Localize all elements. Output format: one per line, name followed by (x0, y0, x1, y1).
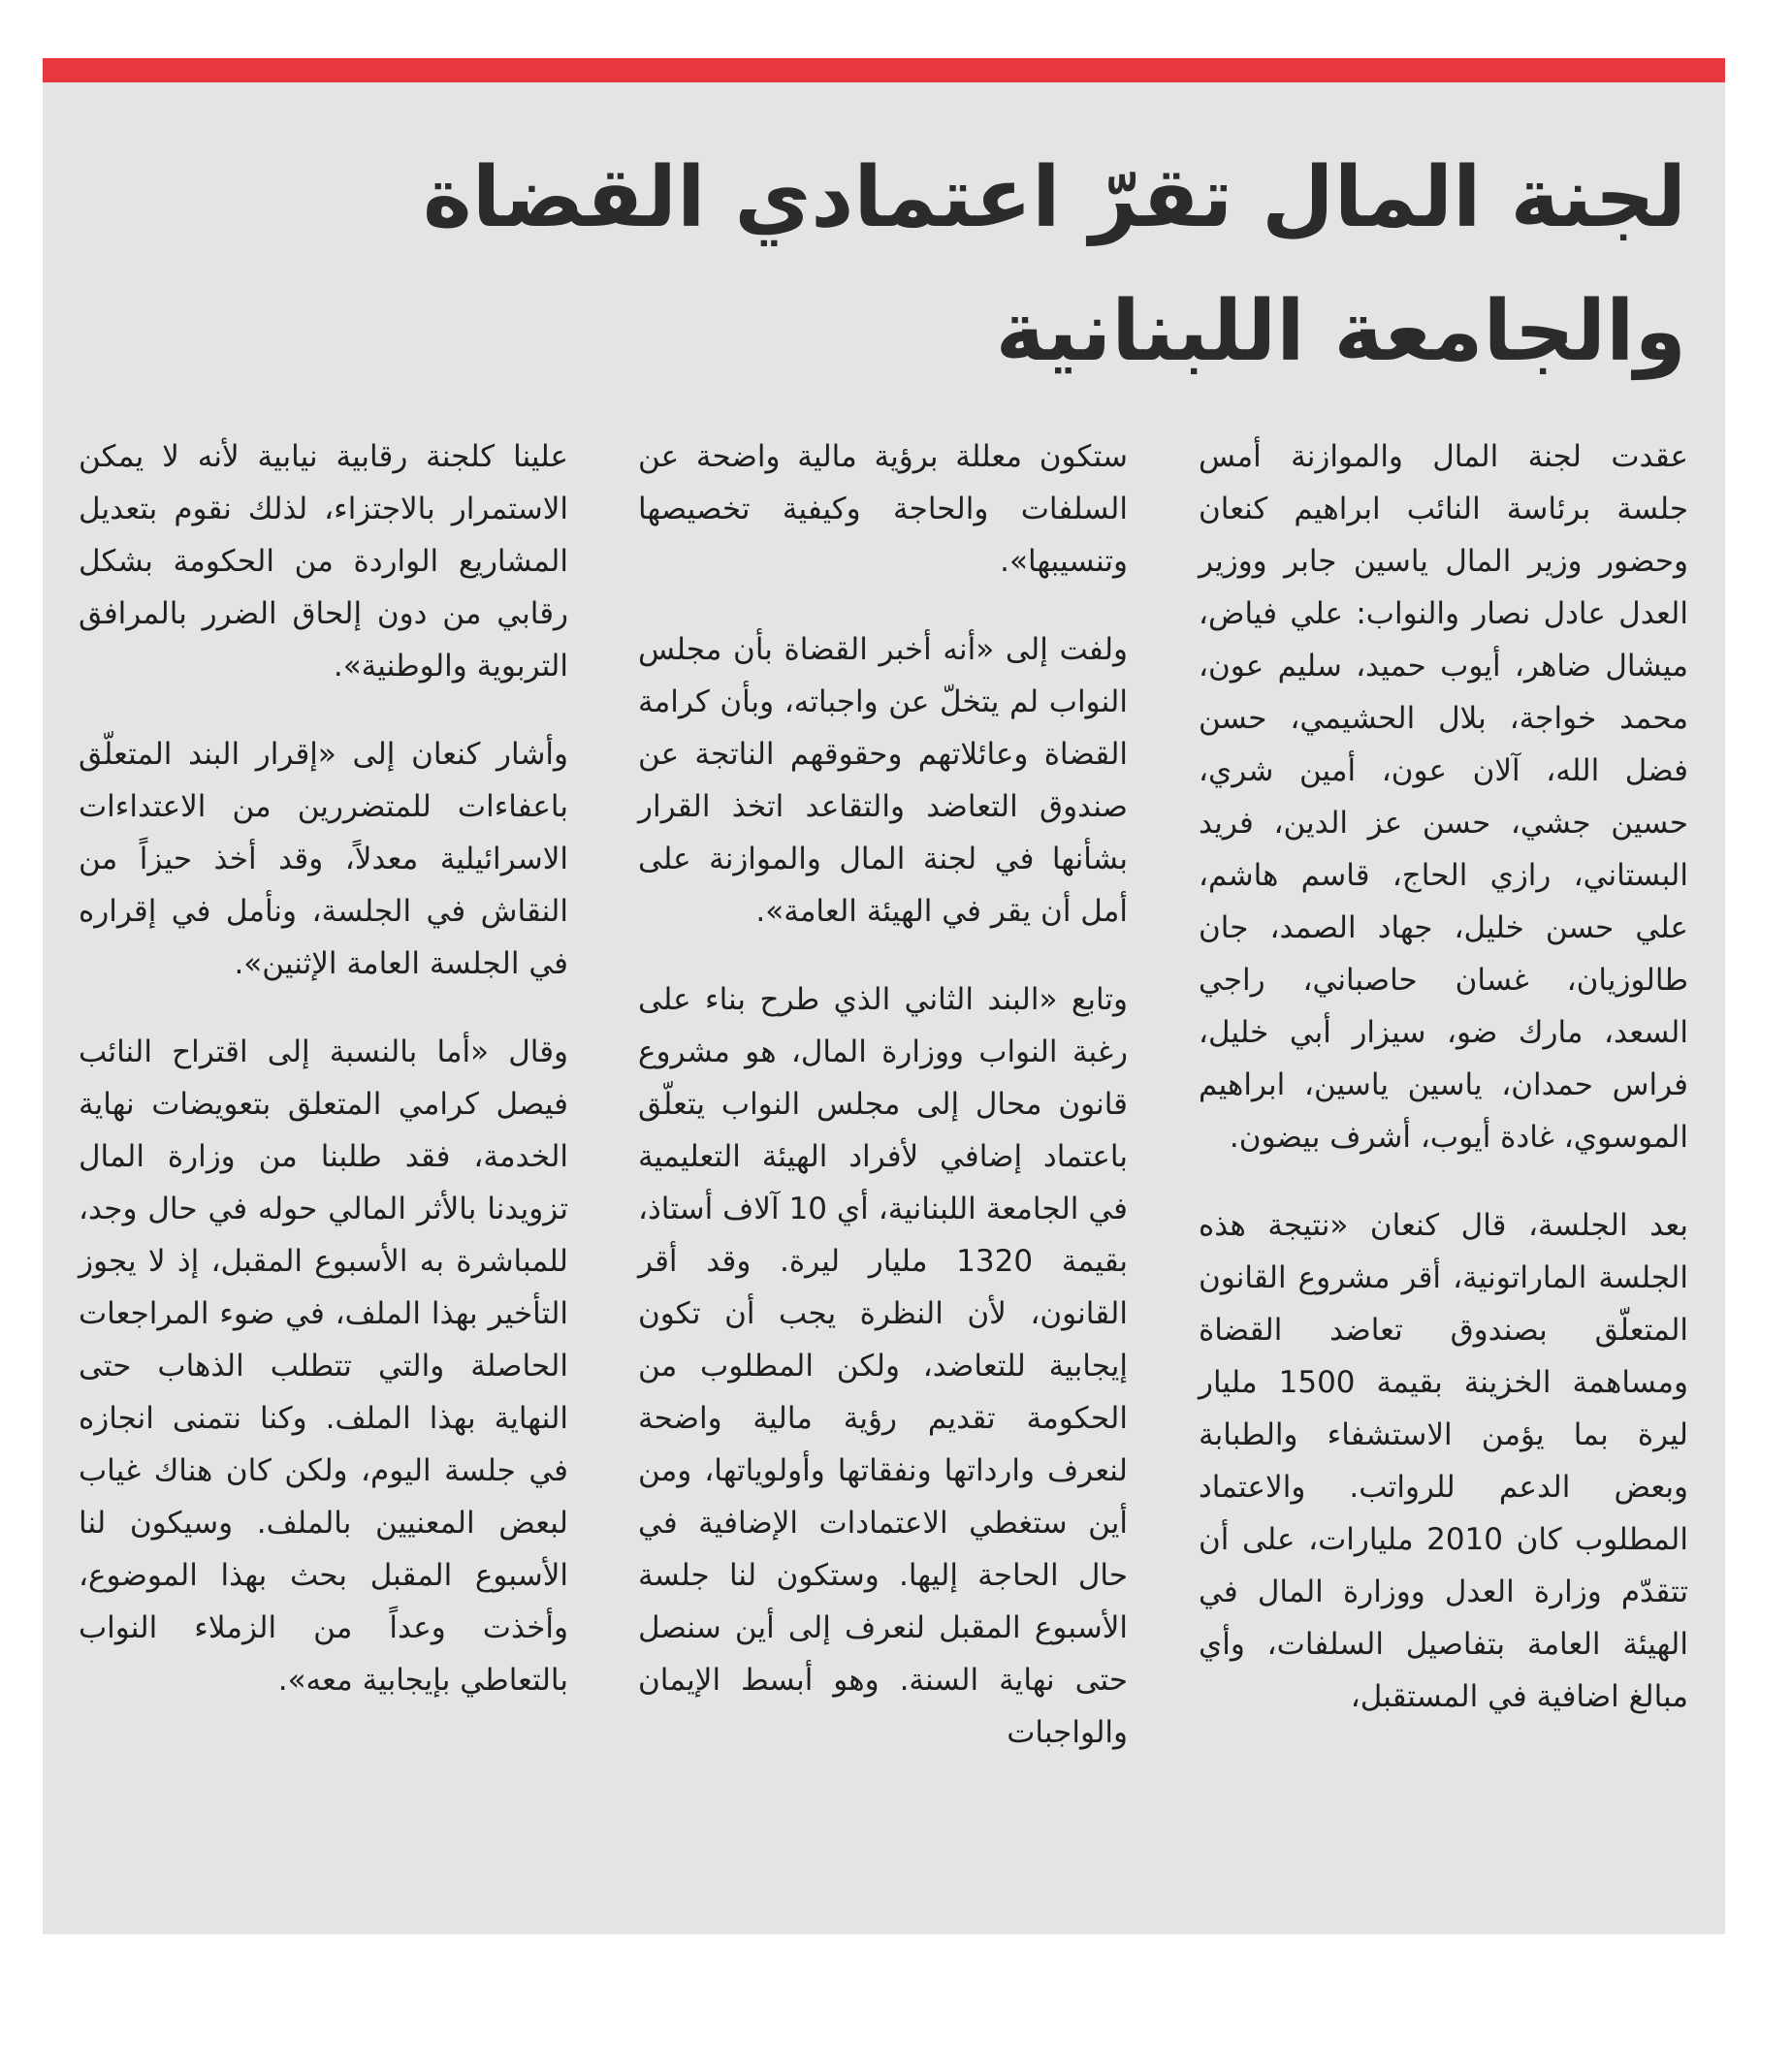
text-column-1 (1199, 430, 1688, 1723)
accent-bar (43, 58, 1725, 82)
article-headline: لجنة المال تقرّ اعتمادي القضاة والجامعة اللبنانية (422, 149, 1686, 380)
text-column-3 (79, 430, 568, 1706)
paragraph: وقال «أما بالنسبة إلى اقتراح النائب فيصل كرامي المتعلق بتعويضات نهاية الخدمة، فقد طلبنا من وزارة المال تزويدنا بالأثر المالي حوله في حال وجد، للمباشرة به الأسبوع المقبل، إذ لا يجوز التأخير بهذا الملف، في ضوء المراجعات الحاصلة والتي تتطلب الذهاب حتى النهاية بهذا الملف. وكنا نتمنى انجازه في جلسة اليوم، ولكن كان هناك غياب لبعض المعنيين بالملف. وسيكون لنا الأسبوع المقبل بحث بهذا الموضوع، وأخذت وعداً من الزملاء النواب بالتعاطي بإيجابية معه». (79, 1034, 568, 1698)
article-panel (43, 58, 1725, 1934)
text-column-2 (638, 430, 1128, 1759)
paragraph: عقدت لجنة المال والموازنة أمس جلسة برئاسة النائب ابراهيم كنعان وحضور وزير المال ياسين جابر ووزير العدل عادل نصار والنواب: علي فياض، ميشال ضاهر، أيوب حميد، سليم عون، محمد خواجة، بلال الحشيمي، حسن فضل الله، آلان عون، أمين شري، حسين جشي، حسن عز الدين، فريد البستاني، رازي الحاج، قاسم هاشم، علي حسن خليل، جهاد الصمد، جان طالوزيان، غسان حاصباني، راجي السعد، مارك ضو، سيزار أبي خليل، فراس حمدان، ياسين ياسين، ابراهيم الموسوي، غادة أيوب، أشرف بيضون. (1199, 439, 1688, 1155)
paragraph: ستكون معللة برؤية مالية واضحة عن السلفات والحاجة وكيفية تخصيصها وتنسيبها». (638, 439, 1128, 579)
paragraph: ولفت إلى «أنه أخبر القضاة بأن مجلس النواب لم يتخلّ عن واجباته، وبأن كرامة القضاة وعائلاتهم وحقوقهم الناتجة عن صندوق التعاضد والتقاعد اتخذ القرار بشأنها في لجنة المال والموازنة على أمل أن يقر في الهيئة العامة». (638, 632, 1128, 929)
paragraph: وتابع «البند الثاني الذي طرح بناء على رغبة النواب ووزارة المال، هو مشروع قانون محال إلى مجلس النواب يتعلّق باعتماد إضافي لأفراد الهيئة التعليمية في الجامعة اللبنانية، أي 10 آلاف أستاذ، بقيمة 1320 مليار ليرة. وقد أقر القانون، لأن النظرة يجب أن تكون إيجابية للتعاضد، ولكن المطلوب من الحكومة تقديم رؤية مالية واضحة لنعرف وارداتها ونفقاتها وأولوياتها، ومن أين ستغطي الاعتمادات الإضافية في حال الحاجة إليها. وستكون لنا جلسة الأسبوع المقبل لنعرف إلى أين سنصل حتى نهاية السنة. وهو أبسط الإيمان والواجبات (638, 982, 1128, 1750)
paragraph: بعد الجلسة، قال كنعان «نتيجة هذه الجلسة الماراتونية، أقر مشروع القانون المتعلّق بصندوق تعاضد القضاة ومساهمة الخزينة بقيمة 1500 مليار ليرة بما يؤمن الاستشفاء والطبابة وبعض الدعم للرواتب. والاعتماد المطلوب كان 2010 مليارات، على أن تتقدّم وزارة العدل ووزارة المال في الهيئة العامة بتفاصيل السلفات، وأي مبالغ اضافية في المستقبل، (1199, 1208, 1689, 1714)
paragraph: وأشار كنعان إلى «إقرار البند المتعلّق باعفاءات للمتضررين من الاعتداءات الاسرائيلية معدلاً، وقد أخذ حيزاً من النقاش في الجلسة، ونأمل في إقراره في الجلسة العامة الإثنين». (79, 737, 568, 981)
paragraph: علينا كلجنة رقابية نيابية لأنه لا يمكن الاستمرار بالاجتزاء، لذلك نقوم بتعديل المشاريع الواردة من الحكومة بشكل رقابي من دون إلحاق الضرر بالمرافق التربوية والوطنية». (79, 439, 568, 684)
